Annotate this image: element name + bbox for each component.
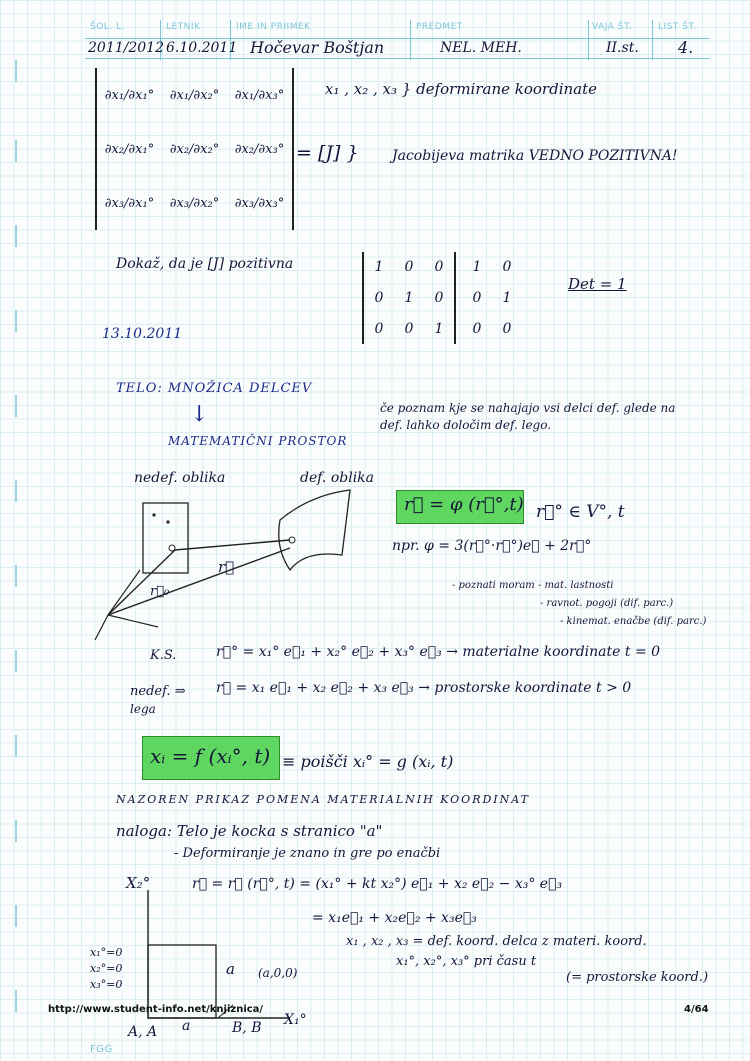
telo-title: TELO: MNOŽICA DELCEV xyxy=(116,381,313,396)
edge-a-label: a xyxy=(182,1018,191,1034)
point-label: (a,0,0) xyxy=(258,966,298,980)
cof-entry: 0 xyxy=(502,259,512,276)
value-list: 4. xyxy=(678,38,694,57)
matrix-entry: 0 xyxy=(374,320,384,337)
cof-entry: 0 xyxy=(472,320,482,337)
value-predmet: NEL. MEH. xyxy=(440,40,522,56)
r0-vector-label: r⃗₀ xyxy=(150,584,170,599)
formula-domain: r⃗° ∈ V°, t xyxy=(536,502,625,522)
value-letnik: 6.10.2011 xyxy=(166,40,238,56)
determinant: Det = 1 xyxy=(568,275,627,293)
proof-text: Dokaž, da je [J] pozitivna xyxy=(116,256,294,272)
material-coords: r⃗° = x₁° e⃗₁ + x₂° e⃗₂ + x₃° e⃗₃ → materialne koordinate t = 0 xyxy=(216,644,661,660)
main-formula: r⃗ = φ (r⃗°,t) xyxy=(404,494,524,515)
fgg-logo: FGG xyxy=(90,1044,113,1055)
label-sol: ŠOL. L. xyxy=(90,22,125,32)
telo-subtitle: MATEMATIČNI PROSTOR xyxy=(168,434,348,448)
label-predmet: PREDMET xyxy=(416,22,463,32)
formula-note: - poznati moram - mat. lastnosti xyxy=(452,580,614,591)
cof-entry: 1 xyxy=(502,289,512,306)
jacobian-entry: ∂x₂/∂x₂° xyxy=(169,141,220,157)
matrix-entry: 0 xyxy=(374,289,384,306)
matrix-entry: 1 xyxy=(374,259,384,276)
def-label: def. oblika xyxy=(300,470,375,486)
value-vaja: II.st. xyxy=(606,40,639,56)
condition: x₃°=0 xyxy=(90,978,123,991)
formula-example: npr. φ = 3(r⃗°·r⃗°)e⃗ + 2r⃗° xyxy=(392,538,592,554)
material-coords-note: x₁°, x₂°, x₃° pri času t xyxy=(396,954,537,969)
condition: x₂°=0 xyxy=(90,962,123,975)
jacobian-entry: ∂x₂/∂x₃° xyxy=(234,141,285,157)
inverse-rest: ≡ poišči xᵢ° = g (xᵢ, t) xyxy=(282,752,454,771)
spatial-coords-note: (= prostorske koord.) xyxy=(566,970,709,985)
deformed-coords-note: x₁ , x₂ , x₃ } deformirane koordinate xyxy=(325,80,598,98)
matrix-entry: 0 xyxy=(434,289,444,306)
task-line-1: naloga: Telo je kocka s stranico "a" xyxy=(116,822,383,840)
lega-label: lega xyxy=(130,702,156,716)
cof-entry: 0 xyxy=(472,289,482,306)
spatial-coords: r⃗ = x₁ e⃗₁ + x₂ e⃗₂ + x₃ e⃗₃ → prostorske koordinate t > 0 xyxy=(216,680,632,696)
telo-note: če poznam kje se nahajajo vsi delci def. glede na def. lahko določim def. lego. xyxy=(380,401,676,432)
jacobian-note: Jacobijeva matrika VEDNO POZITIVNA! xyxy=(392,148,678,164)
matrix-entry: 0 xyxy=(404,320,414,337)
jacobian-entry: ∂x₃/∂x₃° xyxy=(234,195,285,211)
matrix-entry: 1 xyxy=(434,320,444,337)
inverse-formula: xᵢ = f (xᵢ°, t) xyxy=(150,744,271,768)
nedef-label: nedef. oblika xyxy=(134,470,226,486)
date-13-10: 13.10.2011 xyxy=(102,326,183,342)
matrix-entry: 0 xyxy=(404,259,414,276)
jacobian-equals: = [J] } xyxy=(296,142,359,164)
cof-entry: 0 xyxy=(502,320,512,337)
jacobian-entry: ∂x₁/∂x₃° xyxy=(234,87,285,103)
task-line-2: - Deformiranje je znano in gre po enačbi xyxy=(174,846,441,861)
section-title: NAZOREN PRIKAZ POMENA MATERIALNIH KOORDINAT xyxy=(116,793,530,806)
jacobian-entry: ∂x₂/∂x₁° xyxy=(104,141,155,157)
def-coords-note: x₁ , x₂ , x₃ = def. koord. delca z materi. koord. xyxy=(346,934,647,949)
formula-note: - kinemat. enačbe (dif. parc.) xyxy=(560,616,707,627)
corner-a-label: A, A xyxy=(128,1024,158,1040)
label-vaja: VAJA ŠT. xyxy=(592,22,633,32)
y-axis-label: X₂° xyxy=(126,874,151,892)
footer-url[interactable]: http://www.student-info.net/knjiznica/ xyxy=(48,1004,264,1015)
page-number: 4/64 xyxy=(684,1004,709,1015)
jacobian-entry: ∂x₃/∂x₂° xyxy=(169,195,220,211)
matrix-entry: 1 xyxy=(404,289,414,306)
value-ime: Hočevar Boštjan xyxy=(250,38,385,57)
jacobian-entry: ∂x₁/∂x₁° xyxy=(104,87,155,103)
x-axis-label: X₁° xyxy=(284,1012,307,1028)
telo-arrow: ↓ xyxy=(190,402,209,427)
condition: x₁°=0 xyxy=(90,946,123,959)
corner-b-label: B, B xyxy=(232,1020,262,1036)
ks-label: K.S. xyxy=(150,648,177,663)
jacobian-entry: ∂x₁/∂x₂° xyxy=(169,87,220,103)
matrix-entry: 0 xyxy=(434,259,444,276)
r-vector-label: r⃗ xyxy=(218,558,235,576)
deformation-eq-2: = x₁e⃗₁ + x₂e⃗₂ + x₃e⃗₃ xyxy=(312,910,477,926)
label-letnik: LETNIK xyxy=(166,22,201,32)
deformation-eq: r⃗ = r⃗ (r⃗°, t) = (x₁° + kt x₂°) e⃗₁ + x₂ e⃗₂ − x₃° e⃗₃ xyxy=(192,876,563,892)
value-sol: 2011/2012 xyxy=(88,40,164,56)
cof-entry: 1 xyxy=(472,259,482,276)
formula-note: - ravnot. pogoji (dif. parc.) xyxy=(540,598,674,609)
jacobian-entry: ∂x₃/∂x₁° xyxy=(104,195,155,211)
label-list: LIST ŠT. xyxy=(658,22,697,32)
label-ime: IME IN PRIIMEK xyxy=(236,22,311,32)
nedef-arrow: nedef. ⇒ xyxy=(130,684,186,699)
cube-side-label: a xyxy=(226,960,235,978)
